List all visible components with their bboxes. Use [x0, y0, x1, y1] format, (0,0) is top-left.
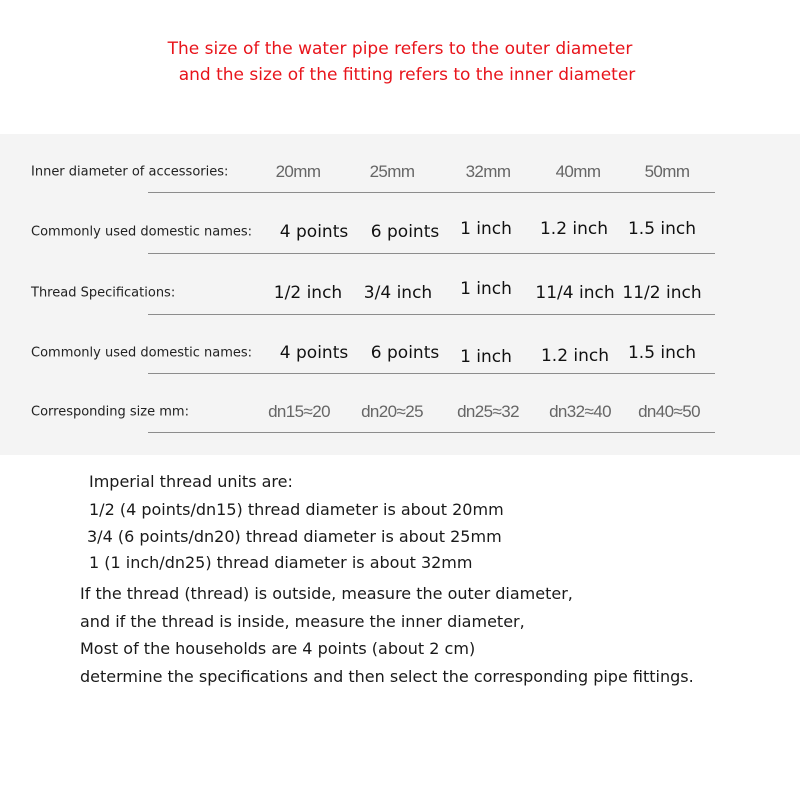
note-line: Most of the households are 4 points (about 2 cm) — [80, 639, 476, 658]
table-cell: dn15≈20 — [268, 402, 330, 421]
table-cell: 1 inch — [460, 219, 512, 239]
table-cell: 32mm — [465, 162, 511, 181]
table-cell: 1.2 inch — [539, 219, 609, 239]
table-cell: 1 inch — [460, 347, 512, 367]
row-divider — [148, 253, 715, 254]
row-label: Thread Specifications: — [31, 285, 176, 301]
heading-line-2: and the size of the fitting refers to the inner diameter — [178, 65, 636, 85]
table-cell: 20mm — [275, 162, 321, 181]
table-row-thread-specs — [0, 273, 800, 313]
table-cell: 1/2 inch — [273, 283, 343, 303]
note-line: 3/4 (6 points/dn20) thread diameter is about 25mm — [87, 527, 502, 546]
table-cell: dn20≈25 — [361, 402, 423, 421]
row-divider — [148, 314, 715, 315]
table-cell: dn32≈40 — [549, 402, 611, 421]
row-divider — [148, 192, 715, 193]
table-row-domestic-names-2 — [0, 333, 800, 373]
table-cell: 50mm — [644, 162, 690, 181]
table-cell: 11/4 inch — [535, 283, 615, 303]
row-label: Inner diameter of accessories: — [31, 164, 229, 180]
row-label: Corresponding size mm: — [31, 404, 189, 420]
table-cell: 6 points — [370, 343, 440, 363]
table-cell: 25mm — [369, 162, 415, 181]
table-cell: 1 inch — [460, 279, 512, 299]
table-cell: 40mm — [555, 162, 601, 181]
row-divider — [148, 432, 715, 433]
table-cell: 6 points — [370, 222, 440, 242]
table-cell: 11/2 inch — [622, 283, 702, 303]
note-line: determine the specifications and then select the corresponding pipe fittings. — [80, 667, 694, 686]
page-heading — [0, 36, 800, 88]
table-cell: 4 points — [279, 222, 349, 242]
table-cell: 1.5 inch — [627, 219, 697, 239]
table-cell: dn40≈50 — [638, 402, 700, 421]
table-cell: 1.5 inch — [627, 343, 697, 363]
table-cell: 3/4 inch — [363, 283, 433, 303]
size-table — [0, 134, 800, 455]
table-cell: dn25≈32 — [457, 402, 519, 421]
row-label: Commonly used domestic names: — [31, 224, 253, 240]
table-cell: 1.2 inch — [540, 346, 610, 366]
table-row-inner-diameter — [0, 152, 800, 192]
table-cell: 4 points — [279, 343, 349, 363]
row-divider — [148, 373, 715, 374]
note-line: If the thread (thread) is outside, measure the outer diameter, — [80, 584, 573, 603]
note-line: 1/2 (4 points/dn15) thread diameter is about 20mm — [89, 500, 504, 519]
note-line: and if the thread is inside, measure the inner diameter, — [80, 612, 525, 631]
table-row-size-mm — [0, 392, 800, 432]
row-label: Commonly used domestic names: — [31, 345, 253, 361]
note-line: 1 (1 inch/dn25) thread diameter is about 32mm — [89, 553, 473, 572]
note-line: Imperial thread units are: — [89, 472, 293, 491]
table-row-domestic-names — [0, 212, 800, 252]
heading-line-1: The size of the water pipe refers to the outer diameter — [167, 39, 633, 59]
